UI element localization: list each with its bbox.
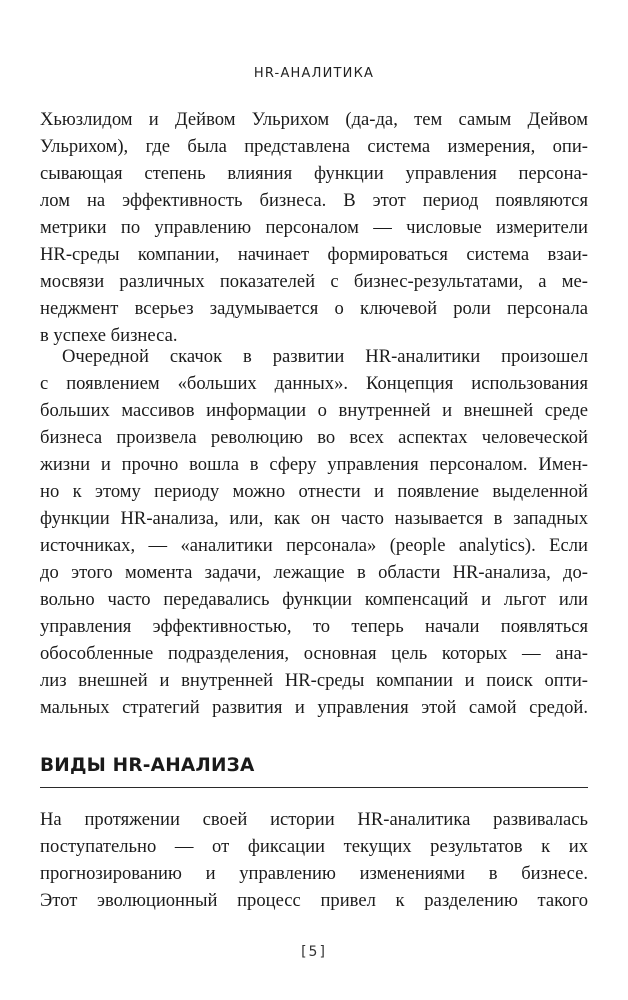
text-line: Ульрихом), где была представлена система измерения, опи- [40,136,588,157]
text-line: больших массивов информации о внутренней и внешней среде [40,400,588,421]
text-line: до этого момента задачи, лежащие в области HR-анализа, до- [40,562,588,583]
text-line: лиз внешней и внутренней HR-среды компании и поиск опти- [40,670,588,691]
text-line: лом на эффективность бизнеса. В этот период появляются [40,190,588,211]
paragraph-hr-analysis-types [40,806,588,914]
text-line: обособленные подразделения, основная цель которых — ана- [40,643,588,664]
text-line: в успехе бизнеса. [40,325,178,346]
text-line: источниках, — «аналитики персонала» (people analytics). Если [40,535,588,556]
text-line: мосвязи различных показателей с бизнес-результатами, а ме- [40,271,588,292]
text-line: Очередной скачок в развитии HR-аналитики произошел [62,346,588,367]
text-line: функции HR-анализа, или, как он часто называется в западных [40,508,588,529]
heading-divider [40,787,588,788]
text-line: прогнозированию и управлению изменениями в бизнесе. [40,863,588,884]
paragraph-big-data [40,343,588,721]
page-number: [5] [301,944,327,960]
text-line: бизнеса произвела революцию во всех аспектах человеческой [40,427,588,448]
text-line: но к этому периоду можно отнести и появление выделенной [40,481,588,502]
paragraph-continuation [40,106,588,349]
text-line: Хьюзлидом и Дейвом Ульрихом (да-да, тем самым Дейвом [40,109,588,130]
text-line: На протяжении своей истории HR-аналитика развивалась [40,809,588,830]
text-line: HR-среды компании, начинает формироваться система взаи- [40,244,588,265]
text-line: жизни и прочно вошла в сферу управления персоналом. Имен- [40,454,588,475]
text-line: с появлением «больших данных». Концепция использования [40,373,588,394]
text-line: поступательно — от фиксации текущих результатов к их [40,836,588,857]
running-header: HR-АНАЛИТИКА [253,66,375,81]
text-line: неджмент всерьез задумывается о ключевой роли персонала [40,298,588,319]
text-line: метрики по управлению персоналом — числовые измерители [40,217,588,238]
text-line: сывающая степень влияния функции управления персона- [40,163,588,184]
text-line: Этот эволюционный процесс привел к разделению такого [40,890,588,911]
text-line: вольно часто передавались функции компенсаций и льгот или [40,589,588,610]
text-line: управления эффективностью, то теперь начали появляться [40,616,588,637]
section-heading: ВИДЫ HR-АНАЛИЗА [40,755,255,776]
text-line: мальных стратегий развития и управления этой самой средой. [40,697,588,718]
